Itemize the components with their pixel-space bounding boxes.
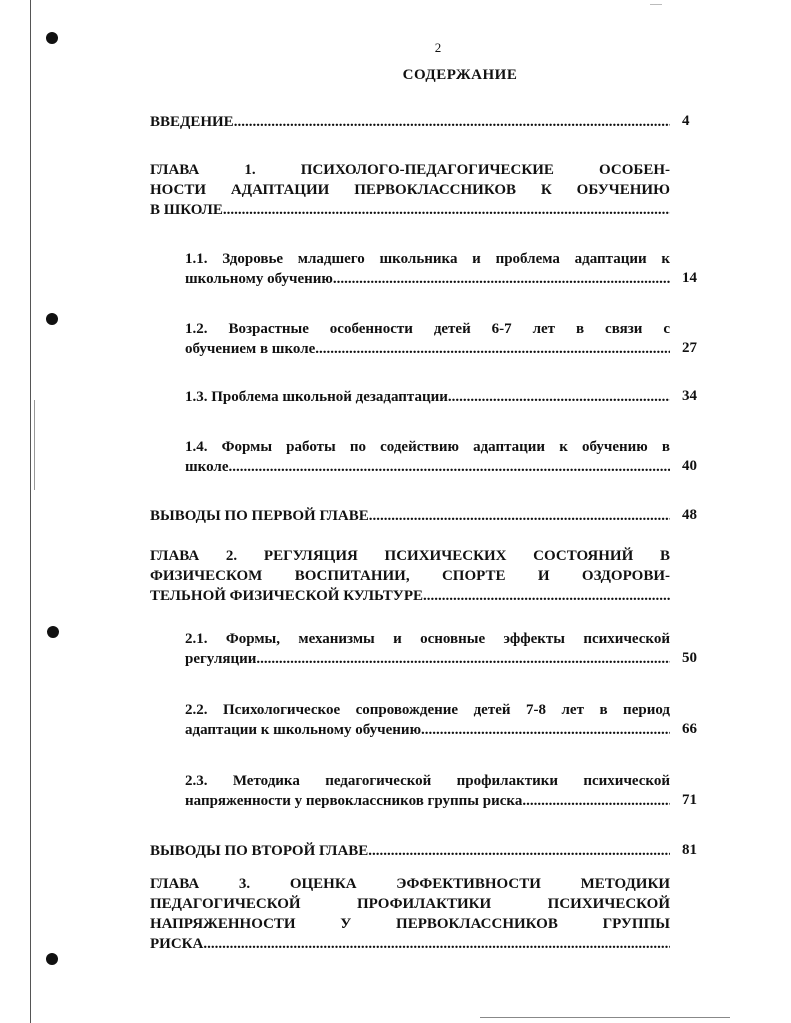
- toc-entry: [150, 506, 670, 526]
- dot-leader: [256, 649, 670, 669]
- toc-entry-title: ВЫВОДЫ ПО ПЕРВОЙ ГЛАВЕ: [150, 508, 369, 524]
- toc-entry: [150, 841, 670, 861]
- toc-entry: [185, 319, 670, 359]
- dot-leader: [234, 112, 670, 132]
- toc-entry: [185, 387, 670, 407]
- toc-page-number: 48: [682, 507, 697, 523]
- toc-entry-title: школьному обучению: [185, 271, 333, 287]
- toc-title: СОДЕРЖАНИЕ: [402, 67, 518, 83]
- scan-bottom-line: [480, 1017, 730, 1018]
- toc-entry: [150, 546, 670, 606]
- toc-entry-line: 1.4. Формы работы по содействию адаптации к обучению в: [185, 439, 670, 455]
- punch-hole-mark: [47, 626, 59, 638]
- toc-entry-title: ВВЕДЕНИЕ: [150, 114, 234, 130]
- toc-page-number: 66: [682, 721, 697, 737]
- toc-entry-title: ВЫВОДЫ ПО ВТОРОЙ ГЛАВЕ: [150, 843, 369, 859]
- scan-mark: [650, 4, 662, 5]
- dot-leader: [203, 934, 670, 954]
- toc-entry-title: 1.3. Проблема школьной дезадаптации: [185, 389, 448, 405]
- toc-entry-title: обучением в школе: [185, 341, 316, 357]
- toc-entry-line: 2.2. Психологическое сопровождение детей 7-8 лет в период: [185, 702, 670, 718]
- dot-leader: [368, 841, 670, 861]
- toc-entry-line: НОСТИ АДАПТАЦИИ ПЕРВОКЛАССНИКОВ К ОБУЧЕНИЮ: [150, 182, 670, 198]
- toc-entry-title: ТЕЛЬНОЙ ФИЗИЧЕСКОЙ КУЛЬТУРЕ: [150, 588, 423, 604]
- toc-page-number: 71: [682, 792, 697, 808]
- dot-leader: [421, 720, 670, 740]
- dot-leader: [228, 457, 670, 477]
- toc-entry-title: напряженности у первоклассников группы риска: [185, 793, 523, 809]
- toc-entry-line: 1.1. Здоровье младшего школьника и проблема адаптации к: [185, 251, 670, 267]
- dot-leader: [522, 791, 670, 811]
- toc-entry: [185, 771, 670, 811]
- toc-entry-line: 2.1. Формы, механизмы и основные эффекты психической: [185, 631, 670, 647]
- dot-leader: [369, 506, 670, 526]
- toc-page-number: 40: [682, 458, 697, 474]
- scan-margin-line: [30, 0, 31, 1023]
- scan-margin-line: [34, 400, 35, 490]
- toc-page-number: 34: [682, 388, 697, 404]
- toc-page-number: 14: [682, 270, 697, 286]
- toc-entry-line: ГЛАВА 3. ОЦЕНКА ЭФФЕКТИВНОСТИ МЕТОДИКИ: [150, 876, 670, 892]
- toc-entry-line: ФИЗИЧЕСКОМ ВОСПИТАНИИ, СПОРТЕ И ОЗДОРОВИ-: [150, 568, 670, 584]
- toc-page-number: 27: [682, 340, 697, 356]
- toc-page-number: 81: [682, 842, 697, 858]
- toc-page-number: 50: [682, 650, 697, 666]
- toc-entry: [150, 874, 670, 954]
- page-number: 2: [434, 40, 442, 55]
- toc-entry-title: регуляции: [185, 651, 257, 667]
- toc-entry: [185, 700, 670, 740]
- toc-entry-line: 2.3. Методика педагогической профилактики психической: [185, 773, 670, 789]
- toc-entry-line: ГЛАВА 2. РЕГУЛЯЦИЯ ПСИХИЧЕСКИХ СОСТОЯНИЙ В: [150, 548, 670, 564]
- punch-hole-mark: [46, 32, 58, 44]
- toc-entry: [185, 249, 670, 289]
- punch-hole-mark: [46, 313, 58, 325]
- toc-entry: [185, 629, 670, 669]
- dot-leader: [315, 339, 670, 359]
- punch-hole-mark: [46, 953, 58, 965]
- toc-entry-line: ГЛАВА 1. ПСИХОЛОГО-ПЕДАГОГИЧЕСКИЕ ОСОБЕН-: [150, 162, 670, 178]
- toc-entry-line: 1.2. Возрастные особенности детей 6-7 лет в связи с: [185, 321, 670, 337]
- dot-leader: [448, 387, 670, 407]
- dot-leader: [223, 200, 670, 220]
- toc-entry: [150, 112, 670, 132]
- toc-page-number: 4: [682, 113, 690, 129]
- toc-entry: [185, 437, 670, 477]
- dot-leader: [423, 586, 670, 606]
- toc-entry-title: школе: [185, 459, 229, 475]
- toc-entry-line: НАПРЯЖЕННОСТИ У ПЕРВОКЛАССНИКОВ ГРУППЫ: [150, 916, 670, 932]
- toc-entry-line: ПЕДАГОГИЧЕСКОЙ ПРОФИЛАКТИКИ ПСИХИЧЕСКОЙ: [150, 896, 670, 912]
- toc-entry: [150, 160, 670, 220]
- toc-entry-title: РИСКА: [150, 936, 204, 952]
- toc-entry-title: адаптации к школьному обучению: [185, 722, 422, 738]
- dot-leader: [333, 269, 670, 289]
- toc-entry-title: В ШКОЛЕ: [150, 202, 223, 218]
